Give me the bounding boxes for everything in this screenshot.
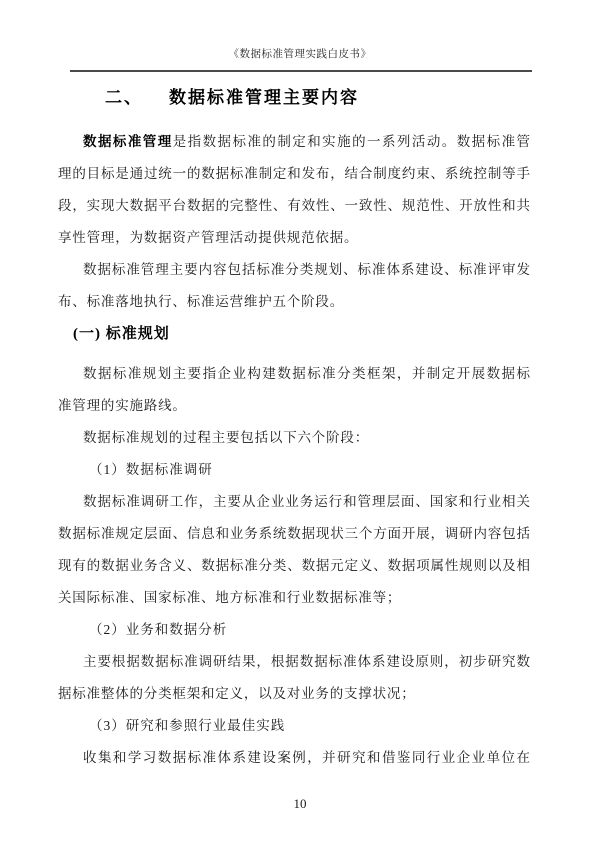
text-line: 准管理的实施路线。: [58, 398, 187, 413]
text-line: 数据标准规定层面、信息和业务系统数据现状三个方面开展，调研内容包括: [58, 526, 530, 541]
text-line: 主要根据数据标准调研结果，根据数据标准体系建设原则，初步研究数: [83, 654, 530, 669]
text-line: 数据标准管理主要内容包括标准分类规划、标准体系建设、标准评审发: [83, 262, 530, 277]
text-line: 数据标准规划的过程主要包括以下六个阶段：: [83, 430, 369, 445]
paragraph: [58, 422, 530, 454]
paragraph: [58, 454, 530, 486]
paragraph: [58, 646, 530, 710]
section-title: [58, 88, 600, 108]
text-line: 理的目标是通过统一的数据标准制定和发布，结合制度约束、系统控制等手: [58, 166, 530, 181]
subsection-heading: (一) 标准规划: [73, 326, 170, 342]
paragraph: [58, 358, 530, 422]
header-rule: [70, 70, 532, 72]
paragraph: [58, 486, 530, 614]
text-line: 段，实现大数据平台数据的完整性、有效性、一致性、规范性、开放性和共: [58, 198, 530, 213]
paragraph: [58, 742, 530, 774]
paragraph: [58, 614, 530, 646]
text-line: 布、标准落地执行、标准运营维护五个阶段。: [58, 294, 344, 309]
text-line: 据标准整体的分类框架和定义，以及对业务的支撑状况；: [58, 686, 416, 701]
section-number: 二、: [105, 88, 143, 107]
page-footer: [0, 796, 600, 812]
text-line: （1）数据标准调研: [89, 462, 213, 477]
text-line: 享性管理，为数据资产管理活动提供规范依据。: [58, 230, 359, 245]
bold-term: 数据标准管理: [83, 134, 173, 149]
section-title-text: 数据标准管理主要内容: [169, 88, 359, 107]
text-line: （3）研究和参照行业最佳实践: [89, 718, 286, 733]
header-title: 《数据标准管理实践白皮书》: [228, 49, 372, 60]
text-line: 现有的数据业务含义、数据标准分类、数据元定义、数据项属性规则以及相: [58, 558, 530, 573]
page-number: 10: [293, 796, 307, 811]
text-line: 数据标准管理是指数据标准的制定和实施的一系列活动。数据标准管: [83, 134, 531, 149]
text-line: 关国际标准、国家标准、地方标准和行业数据标准等；: [58, 590, 402, 605]
paragraph: [58, 254, 530, 318]
text-line: 数据标准规划主要指企业构建数据标准分类框架，并制定开展数据标: [83, 366, 530, 381]
text-line: （2）业务和数据分析: [89, 622, 228, 637]
document-body: [58, 126, 530, 774]
page-header: [0, 48, 600, 72]
text-line: 数据标准调研工作，主要从企业业务运行和管理层面、国家和行业相关: [83, 494, 530, 509]
text-line: 收集和学习数据标准体系建设案例，并研究和借鉴同行业企业单位在: [83, 750, 530, 765]
paragraph: [58, 126, 530, 254]
paragraph: [58, 710, 530, 742]
